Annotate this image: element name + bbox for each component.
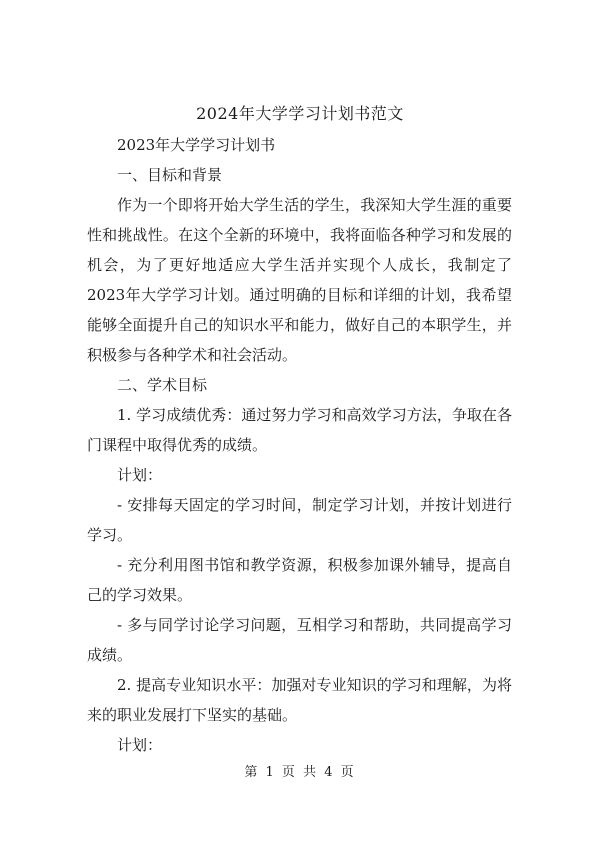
- plan-label: 计划：: [117, 736, 163, 754]
- page-footer: 第 1 页 共 4 页: [244, 765, 356, 780]
- paragraph-intro: 作为一个即将开始大学生活的学生，我深知大学生涯的重要性和挑战性。在这个全新的环境中，我将面临各种学习和发展的机会，为了更好地适应大学生活并实现个人成长，我制定了2023年大学学习计划。通过明确的目标和详细的计划，我希望能够全面提升自己的知识水平和能力，做好自己的本职学生，并积极参与各种学术和社会活动。: [87, 196, 512, 364]
- document-title: 2024年大学学习计划书范文: [196, 104, 404, 123]
- goal-item-2: 2. 提高专业知识水平：加强对专业知识的学习和理解，为将来的职业发展打下坚实的基础。: [87, 676, 512, 724]
- plan-item: - 安排每天固定的学习时间，制定学习计划，并按计划进行学习。: [87, 496, 512, 544]
- section-heading-academic: 二、学术目标: [117, 376, 208, 394]
- plan-item: - 充分利用图书馆和教学资源，积极参加课外辅导，提高自己的学习效果。: [87, 556, 512, 604]
- document-body: [87, 130, 512, 760]
- section-heading-goals: 一、目标和背景: [117, 166, 223, 184]
- subtitle: 2023年大学学习计划书: [117, 136, 276, 154]
- plan-label: 计划：: [117, 466, 163, 484]
- goal-item-1: 1. 学习成绩优秀：通过努力学习和高效学习方法，争取在各门课程中取得优秀的成绩。: [87, 406, 512, 454]
- plan-item: - 多与同学讨论学习问题，互相学习和帮助，共同提高学习成绩。: [87, 616, 512, 664]
